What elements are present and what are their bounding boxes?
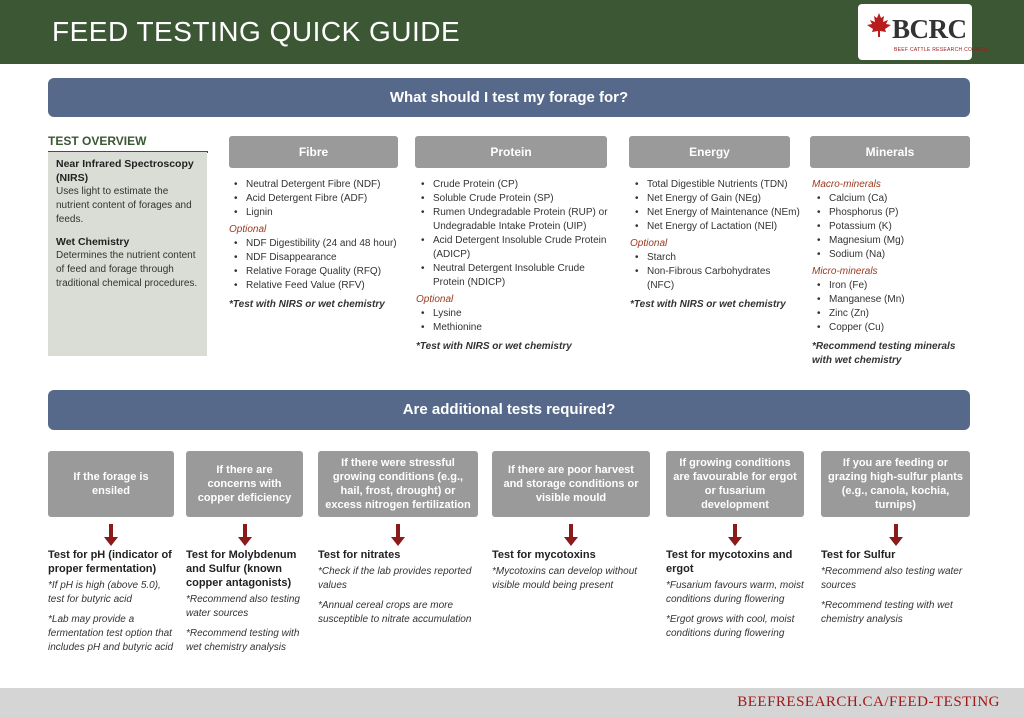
fibre-header: Fibre [229,136,398,168]
result-nitrates [318,548,480,633]
footer-link[interactable]: BEEFRESEARCH.CA/FEED-TESTING [737,694,1000,710]
bcrc-logo[interactable] [858,4,989,60]
micro-list [812,279,972,335]
list-item: • Calcium (Ca) [812,192,972,206]
list-item: • Zinc (Zn) [812,307,972,321]
result-title: Test for Molybdenum and Sulfur (known copper antagonists) [186,549,297,589]
list-item: • Iron (Fe) [812,279,972,293]
protein-optional-list [416,307,616,335]
protein-list [416,178,616,290]
fibre-column [229,178,409,312]
list-item: • Neutral Detergent Fibre (NDF) [229,178,409,192]
arrow-down-icon [889,524,903,546]
nirs-title: Near Infrared Spectroscopy (NIRS) [56,158,194,184]
macro-list [812,192,972,262]
minerals-header: Minerals [810,136,970,168]
list-item: • Non-Fibrous Carbohydrates (NFC) [630,265,800,293]
condition-box-stress: If there were stressful growing conditions (e.g., hail, frost, drought) or excess nitrogen fertilization [318,451,478,517]
list-item: • Neutral Detergent Insoluble Crude Protein (NDICP) [416,262,616,290]
fibre-optional-list [229,237,409,293]
nirs-desc: Uses light to estimate the nutrient content of forages and feeds. [56,186,192,225]
result-note: *Recommend testing with wet chemistry analysis [821,600,953,625]
page-title: FEED TESTING QUICK GUIDE [52,16,461,47]
result-note: *If pH is high (above 5.0), test for butyric acid [48,580,161,605]
condition-box-ergot: If growing conditions are favourable for ergot or fusarium development [666,451,804,517]
result-ensiled [48,548,176,661]
result-note: *Fusarium favours warm, moist conditions during flowering [666,580,804,605]
fibre-note: *Test with NIRS or wet chemistry [229,299,385,310]
result-title: Test for nitrates [318,549,401,561]
logo-text: BCRC [892,14,967,44]
list-item: • Rumen Undegradable Protein (RUP) or Undegradable Intake Protein (UIP) [416,206,616,234]
macro-label: Macro-minerals [812,179,881,190]
list-item: • Net Energy of Lactation (NEl) [630,220,800,234]
list-item: • Sodium (Na) [812,248,972,262]
logo-subtitle: BEEF CATTLE RESEARCH COUNCIL [894,47,989,53]
energy-column [630,178,800,312]
arrow-down-icon [564,524,578,546]
optional-label: Optional [630,238,668,249]
footer [0,688,1024,717]
list-item: • Methionine [416,321,616,335]
list-item: • Copper (Cu) [812,321,972,335]
optional-label: Optional [416,294,454,305]
overview-box [48,152,207,356]
result-note: *Recommend testing with wet chemistry analysis [186,628,300,653]
result-sulfur [821,548,973,633]
result-title: Test for mycotoxins and ergot [666,549,793,575]
list-item: • Manganese (Mn) [812,293,972,307]
protein-note: *Test with NIRS or wet chemistry [416,341,572,352]
wet-chem-desc: Determines the nutrient content of feed and forage through traditional chemical procedures. [56,250,198,289]
protein-column [416,178,616,354]
result-title: Test for Sulfur [821,549,896,561]
energy-note: *Test with NIRS or wet chemistry [630,299,786,310]
list-item: • Magnesium (Mg) [812,234,972,248]
list-item: • Soluble Crude Protein (SP) [416,192,616,206]
optional-label: Optional [229,224,267,235]
result-title: Test for mycotoxins [492,549,596,561]
list-item: • Crude Protein (CP) [416,178,616,192]
minerals-note: *Recommend testing minerals with wet chemistry [812,341,956,366]
list-item: • Net Energy of Gain (NEg) [630,192,800,206]
list-item: • Starch [630,251,800,265]
energy-list [630,178,800,234]
arrow-down-icon [728,524,742,546]
list-item: • Acid Detergent Insoluble Crude Protein (ADICP) [416,234,616,262]
list-item: • Potassium (K) [812,220,972,234]
fibre-list [229,178,409,220]
energy-header: Energy [629,136,790,168]
list-item: • NDF Disappearance [229,251,409,265]
condition-box-harvest: If there are poor harvest and storage conditions or visible mould [492,451,650,517]
arrow-down-icon [104,524,118,546]
result-note: *Recommend also testing water sources [186,594,300,619]
energy-optional-list [630,251,800,293]
result-note: *Recommend also testing water sources [821,566,963,591]
result-note: *Lab may provide a fermentation test option that includes pH and butyric acid [48,614,174,653]
protein-header: Protein [415,136,607,168]
list-item: • Acid Detergent Fibre (ADF) [229,192,409,206]
condition-box-sulfur: If you are feeding or grazing high-sulfur plants (e.g., canola, kochia, turnips) [821,451,970,517]
list-item: • Lignin [229,206,409,220]
condition-box-copper: If there are concerns with copper deficiency [186,451,303,517]
list-item: • Net Energy of Maintenance (NEm) [630,206,800,220]
wet-chem-title: Wet Chemistry [56,236,130,248]
list-item: • Relative Feed Value (RFV) [229,279,409,293]
list-item: • Lysine [416,307,616,321]
header [0,0,1024,64]
result-title: Test for pH (indicator of proper fermentation) [48,549,172,575]
arrow-down-icon [238,524,252,546]
result-mycotoxins [492,548,642,599]
result-ergot [666,548,812,647]
result-note: *Check if the lab provides reported values [318,566,472,591]
list-item: • NDF Digestibility (24 and 48 hour) [229,237,409,251]
section-heading-additional: Are additional tests required? [48,390,970,430]
result-note: *Ergot grows with cool, moist conditions during flowering [666,614,795,639]
section-heading-forage: What should I test my forage for? [48,78,970,117]
list-item: • Total Digestible Nutrients (TDN) [630,178,800,192]
arrow-down-icon [391,524,405,546]
result-copper [186,548,310,661]
micro-label: Micro-minerals [812,266,878,277]
list-item: • Relative Forage Quality (RFQ) [229,265,409,279]
result-note: *Mycotoxins can develop without visible mould being present [492,566,638,591]
overview-title: TEST OVERVIEW [48,134,208,153]
maple-leaf-icon [866,12,892,38]
minerals-column [812,178,972,368]
condition-box-ensiled: If the forage is ensiled [48,451,174,517]
result-note: *Annual cereal crops are more susceptible to nitrate accumulation [318,600,472,625]
list-item: • Phosphorus (P) [812,206,972,220]
